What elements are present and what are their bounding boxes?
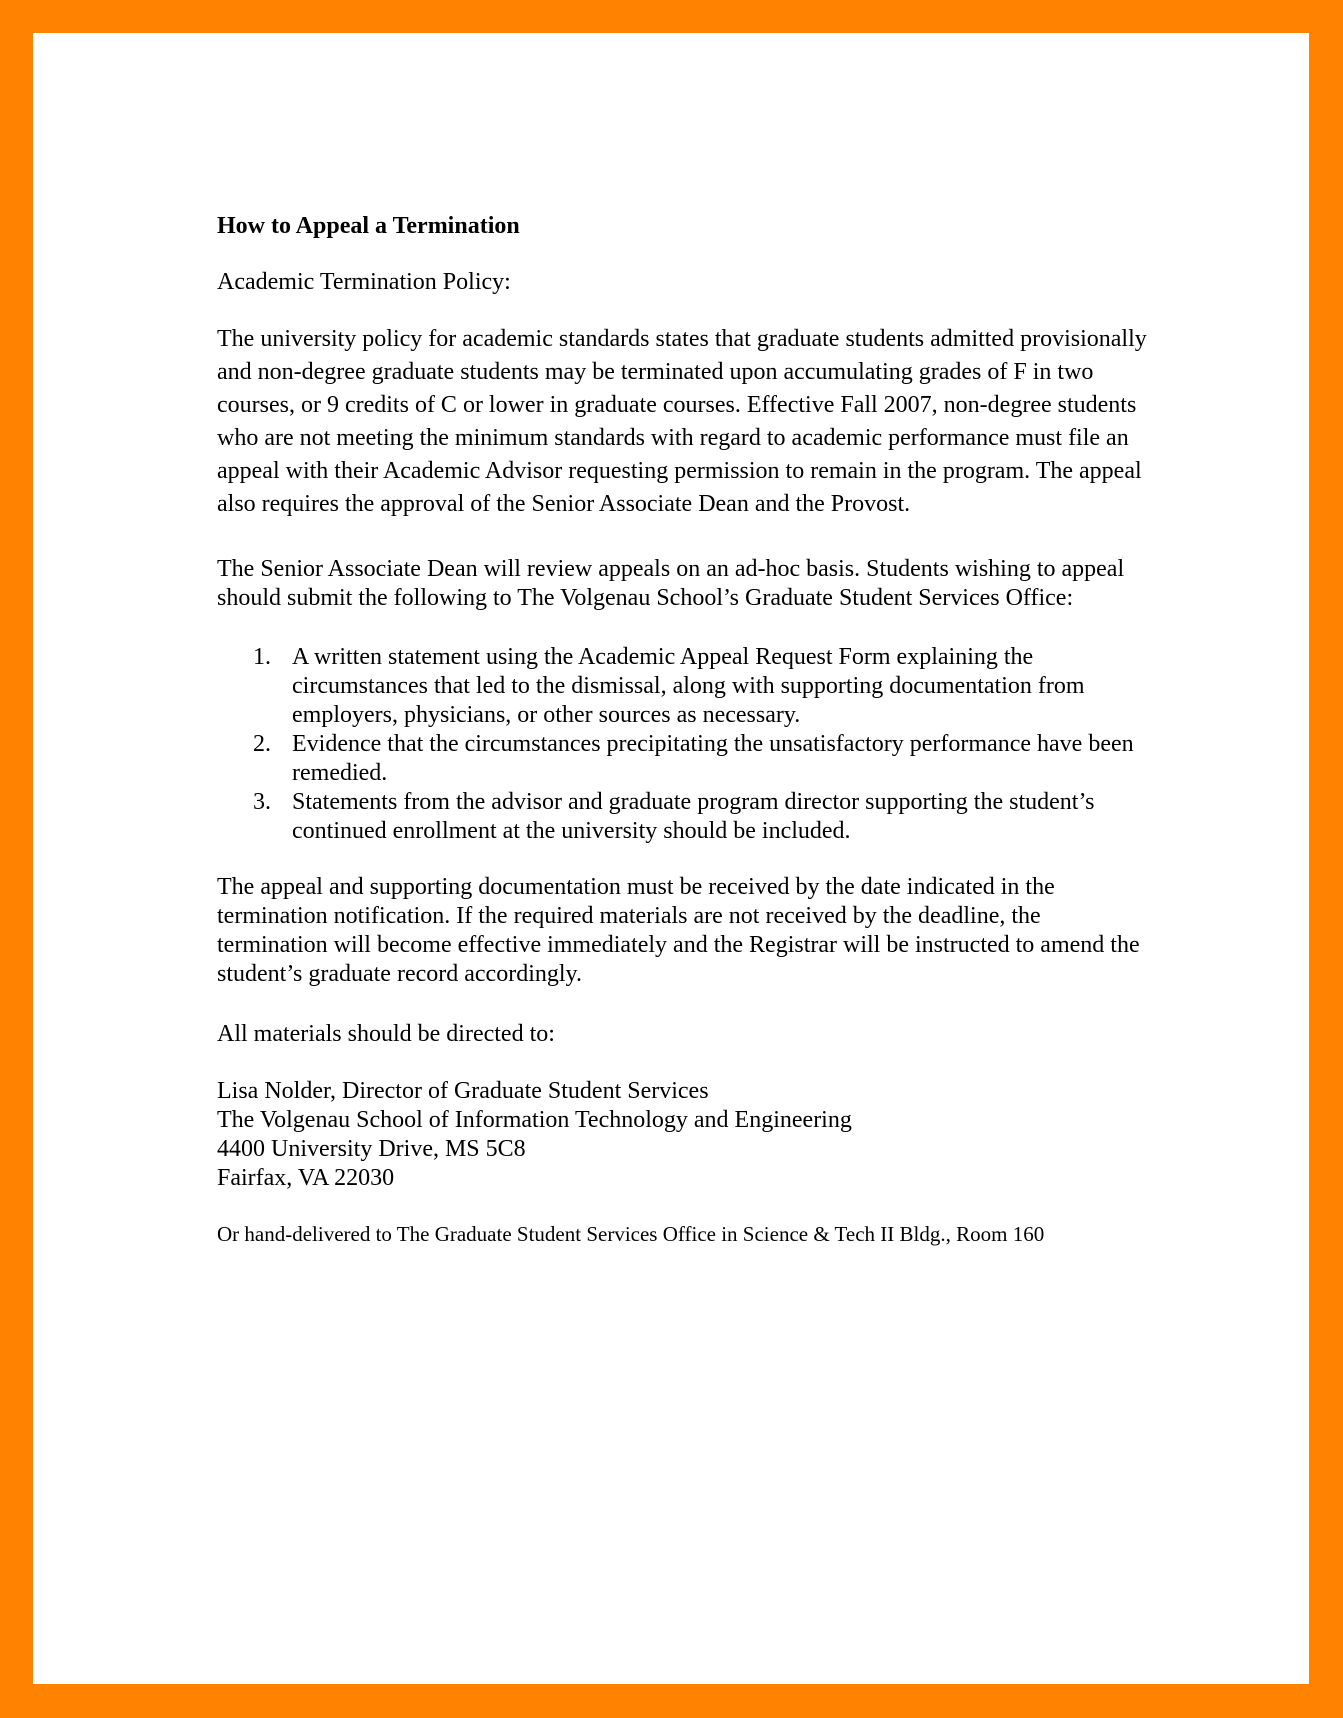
- review-paragraph: [217, 555, 1124, 613]
- paragraph-line: should submit the following to The Volgenau School’s Graduate Student Services Office:: [217, 585, 1074, 611]
- list-item-line: continued enrollment at the university should be included.: [292, 818, 851, 844]
- requirements-list: [217, 643, 1134, 846]
- paragraph-line: also requires the approval of the Senior Associate Dean and the Provost.: [217, 491, 911, 517]
- document-title: How to Appeal a Termination: [217, 213, 520, 239]
- directions-paragraph: All materials should be directed to:: [217, 1021, 555, 1047]
- paragraph-line: The university policy for academic standards states that graduate students admitted provisionally: [217, 326, 1147, 352]
- list-number: 2.: [253, 731, 271, 757]
- paragraph-line: who are not meeting the minimum standards with regard to academic performance must file an: [217, 425, 1129, 451]
- paragraph-line: courses, or 9 credits of C or lower in graduate courses. Effective Fall 2007, non-degree students: [217, 392, 1137, 418]
- list-item-line: employers, physicians, or other sources as necessary.: [292, 702, 801, 728]
- hand-delivery-note: Or hand-delivered to The Graduate Student Services Office in Science & Tech II Bldg., Room 160: [217, 1222, 1045, 1246]
- paragraph-line: termination notification. If the required materials are not received by the deadline, the: [217, 903, 1041, 929]
- address-line: Lisa Nolder, Director of Graduate Student Services: [217, 1078, 709, 1104]
- list-item: [217, 730, 1134, 788]
- list-item-line: Evidence that the circumstances precipitating the unsatisfactory performance have been: [292, 731, 1134, 757]
- paragraph-line: appeal with their Academic Advisor requesting permission to remain in the program. The appeal: [217, 458, 1142, 484]
- list-item-line: A written statement using the Academic Appeal Request Form explaining the: [292, 644, 1034, 670]
- mailing-address: [217, 1077, 852, 1193]
- list-item-line: remedied.: [292, 760, 388, 786]
- address-line: 4400 University Drive, MS 5C8: [217, 1136, 526, 1162]
- list-item: [217, 788, 1134, 846]
- paragraph-line: The appeal and supporting documentation must be received by the date indicated in the: [217, 874, 1055, 900]
- paragraph-line: The Senior Associate Dean will review appeals on an ad-hoc basis. Students wishing to appeal: [217, 556, 1125, 582]
- paragraph-line: and non-degree graduate students may be terminated upon accumulating grades of F in two: [217, 359, 1094, 385]
- list-item-line: Statements from the advisor and graduate program director supporting the student’s: [292, 789, 1095, 815]
- list-item-line: circumstances that led to the dismissal, along with supporting documentation from: [292, 673, 1085, 699]
- deadline-paragraph: [217, 873, 1140, 989]
- list-item: [217, 643, 1134, 730]
- list-number: 3.: [253, 789, 271, 815]
- policy-heading: Academic Termination Policy:: [217, 269, 511, 295]
- paragraph-line: student’s graduate record accordingly.: [217, 961, 582, 987]
- address-line: The Volgenau School of Information Technology and Engineering: [217, 1107, 852, 1133]
- address-line: Fairfax, VA 22030: [217, 1165, 395, 1191]
- policy-paragraph: [217, 323, 1197, 521]
- list-number: 1.: [253, 644, 271, 670]
- paragraph-line: termination will become effective immediately and the Registrar will be instructed to amend the: [217, 932, 1140, 958]
